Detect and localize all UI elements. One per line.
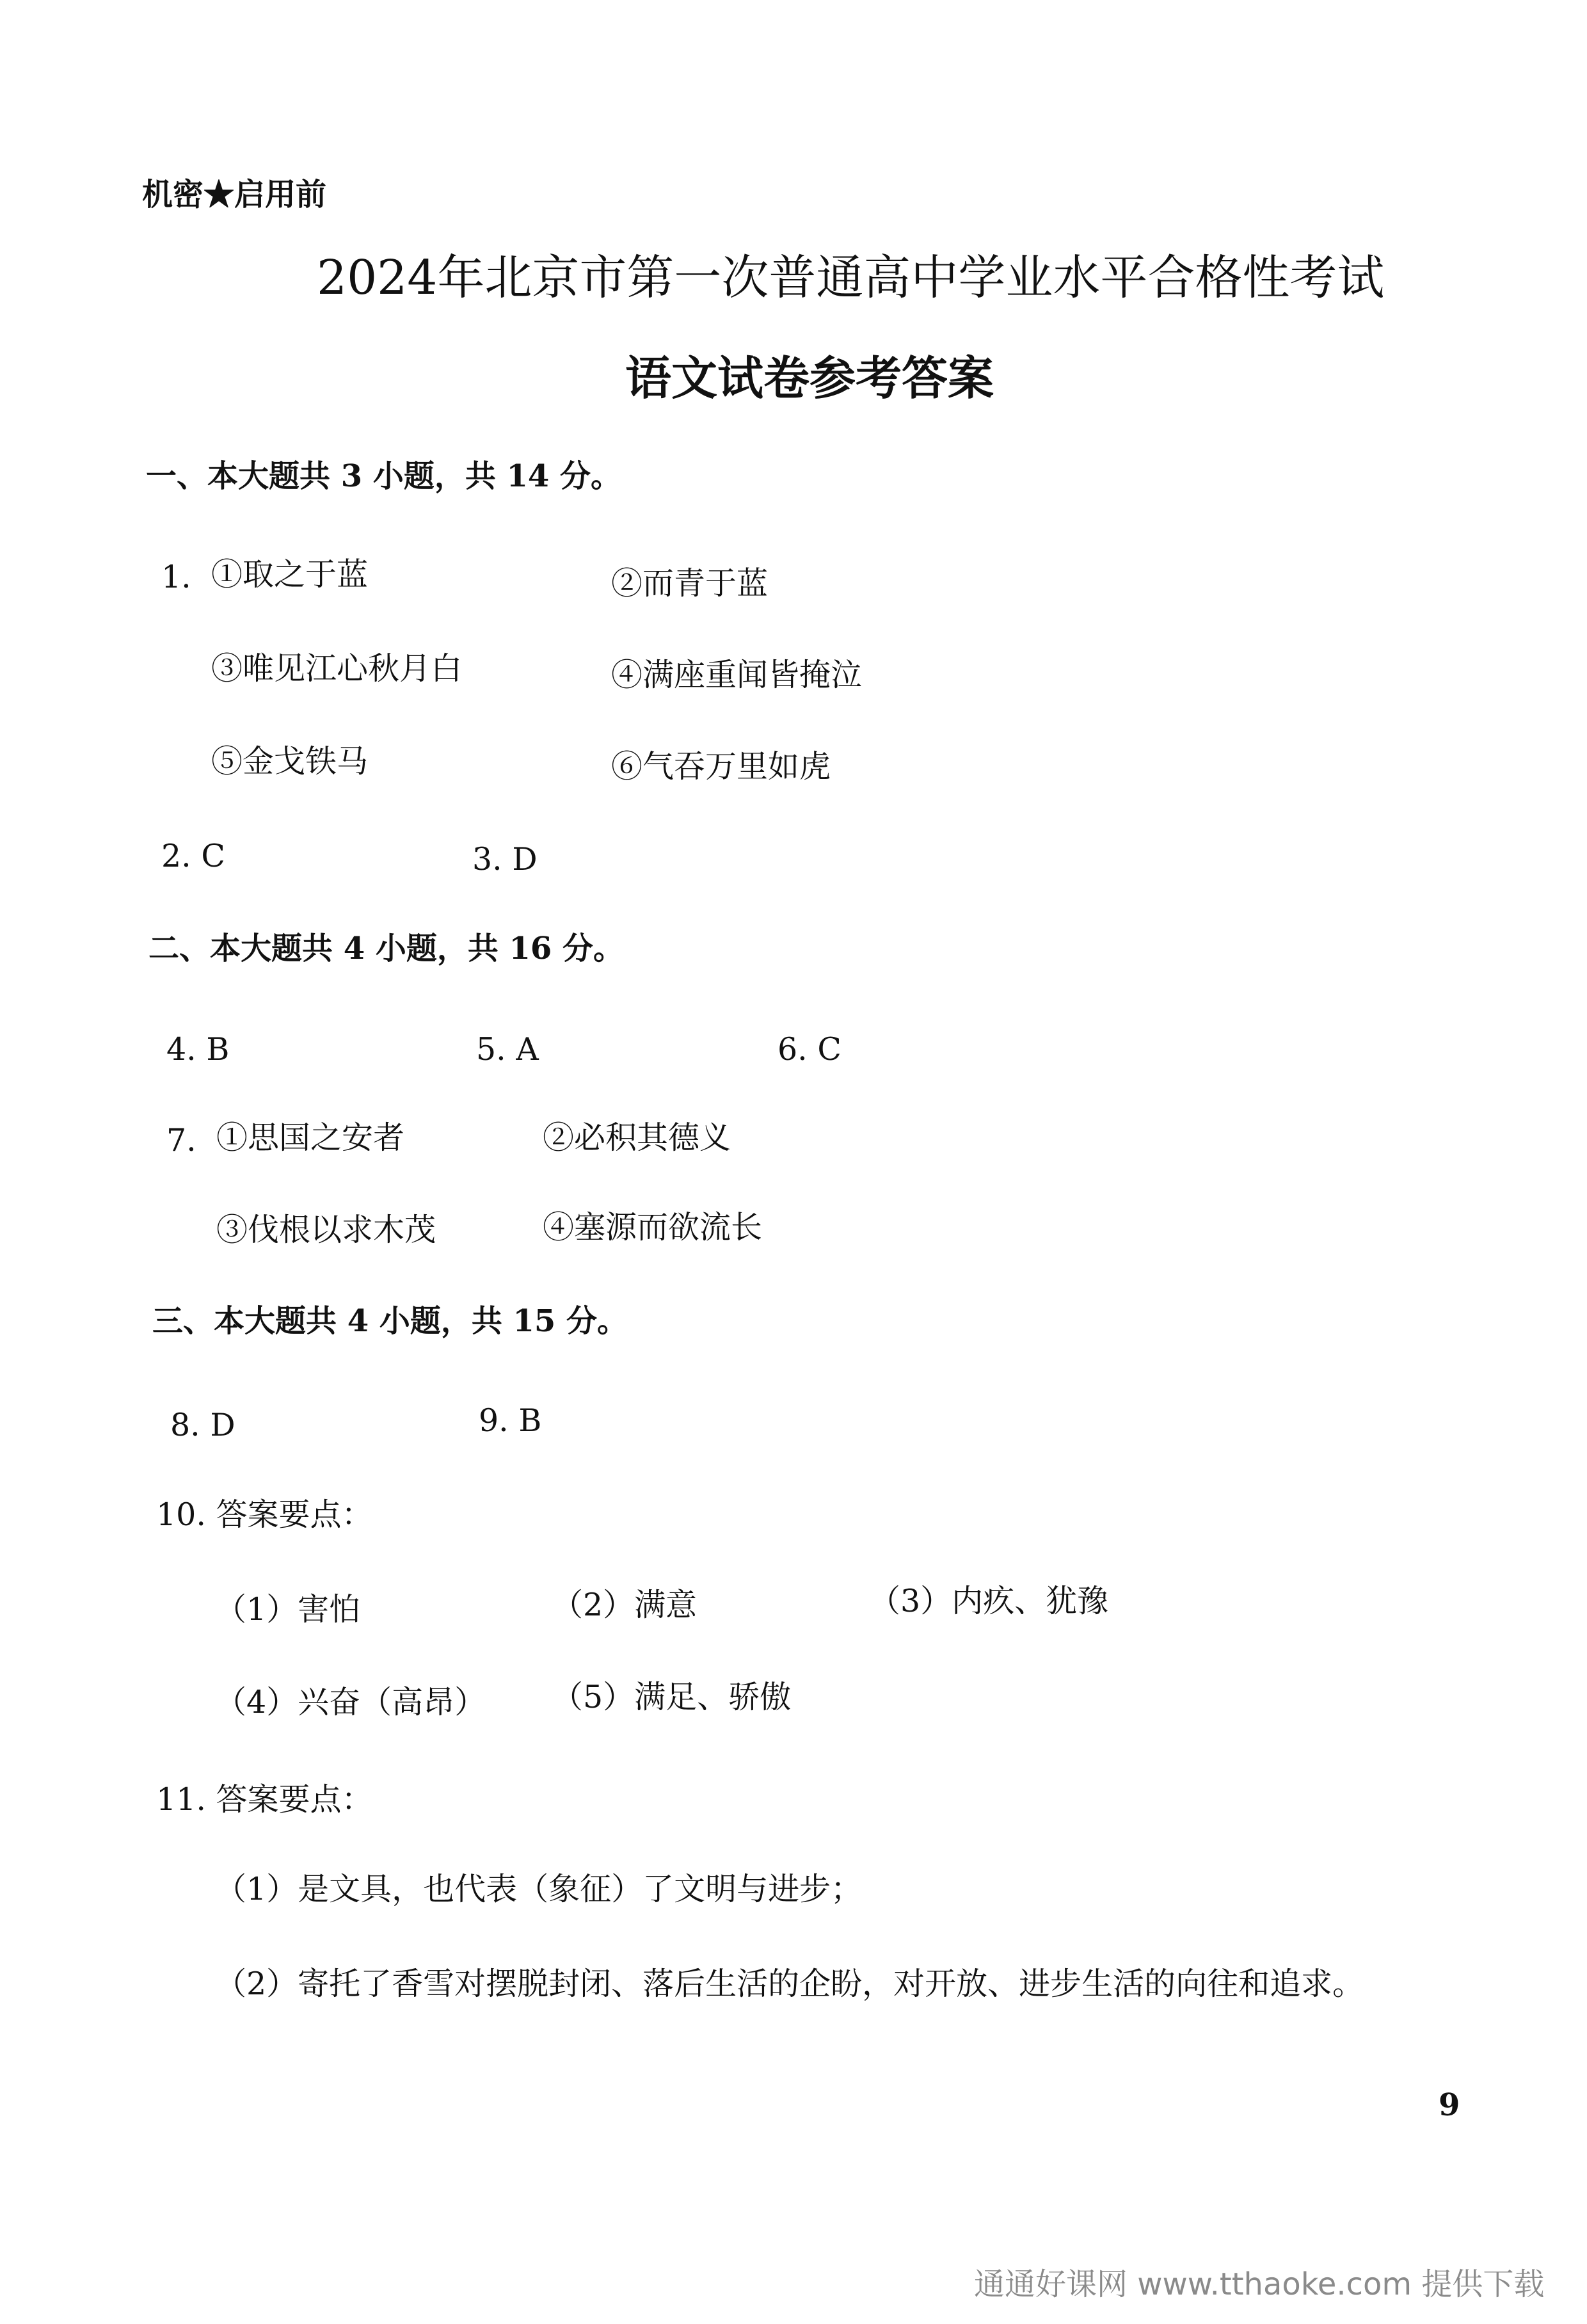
q1-answer-2: ②而青于蓝 <box>611 565 769 602</box>
q5-answer: 5. A <box>476 1031 539 1068</box>
q11-heading: 11. 答案要点： <box>156 1781 373 1818</box>
q10-point-1: （1）害怕 <box>215 1591 361 1628</box>
q10-point-4: （4）兴奋（高昂） <box>215 1684 486 1720</box>
section-3-heading: 三、本大题共 4 小题，共 15 分。 <box>152 1303 628 1339</box>
section-1-heading: 一、本大题共 3 小题，共 14 分。 <box>146 458 622 494</box>
q7-answer-2: ②必积其德义 <box>543 1119 731 1156</box>
q1-answer-6: ⑥气吞万里如虎 <box>611 748 831 785</box>
q10-heading: 10. 答案要点： <box>156 1496 373 1533</box>
q7-answer-3: ③伐根以求木茂 <box>216 1212 436 1248</box>
q6-answer: 6. C <box>778 1031 841 1068</box>
page-number: 9 <box>1439 2087 1460 2123</box>
q11-point-2: （2）寄托了香雪对摆脱封闭、落后生活的企盼，对开放、进步生活的向往和追求。 <box>215 1966 1364 2002</box>
document-title: 2024年北京市第一次普通高中学业水平合格性考试 <box>317 250 1385 305</box>
q1-number: 1. <box>161 559 191 595</box>
q1-answer-3: ③唯见江心秋月白 <box>211 650 463 687</box>
document-subtitle: 语文试卷参考答案 <box>625 351 994 405</box>
q1-answer-5: ⑤金戈铁马 <box>211 743 369 780</box>
section-2-heading: 二、本大题共 4 小题，共 16 分。 <box>148 931 625 966</box>
q2-answer: 2. C <box>161 838 225 874</box>
q7-answer-4: ④塞源而欲流长 <box>543 1209 763 1246</box>
q3-answer: 3. D <box>472 841 538 878</box>
confidential-label: 机密★启用前 <box>142 177 327 212</box>
q1-answer-1: ①取之于蓝 <box>211 556 369 593</box>
q7-answer-1: ①思国之安者 <box>216 1119 405 1156</box>
q11-point-1: （1）是文具，也代表（象征）了文明与进步； <box>215 1871 863 1907</box>
download-watermark: 通通好课网 www.tthaoke.com 提供下载 <box>974 2266 1545 2302</box>
q8-answer: 8. D <box>170 1407 235 1443</box>
q7-number: 7. <box>166 1122 196 1158</box>
q10-point-3: （3）内疚、犹豫 <box>869 1583 1109 1619</box>
q1-answer-4: ④满座重闻皆掩泣 <box>611 657 863 693</box>
q4-answer: 4. B <box>166 1031 230 1068</box>
q9-answer: 9. B <box>479 1402 542 1439</box>
q10-point-5: （5）满足、骄傲 <box>552 1679 792 1715</box>
q10-point-2: （2）满意 <box>552 1587 698 1623</box>
